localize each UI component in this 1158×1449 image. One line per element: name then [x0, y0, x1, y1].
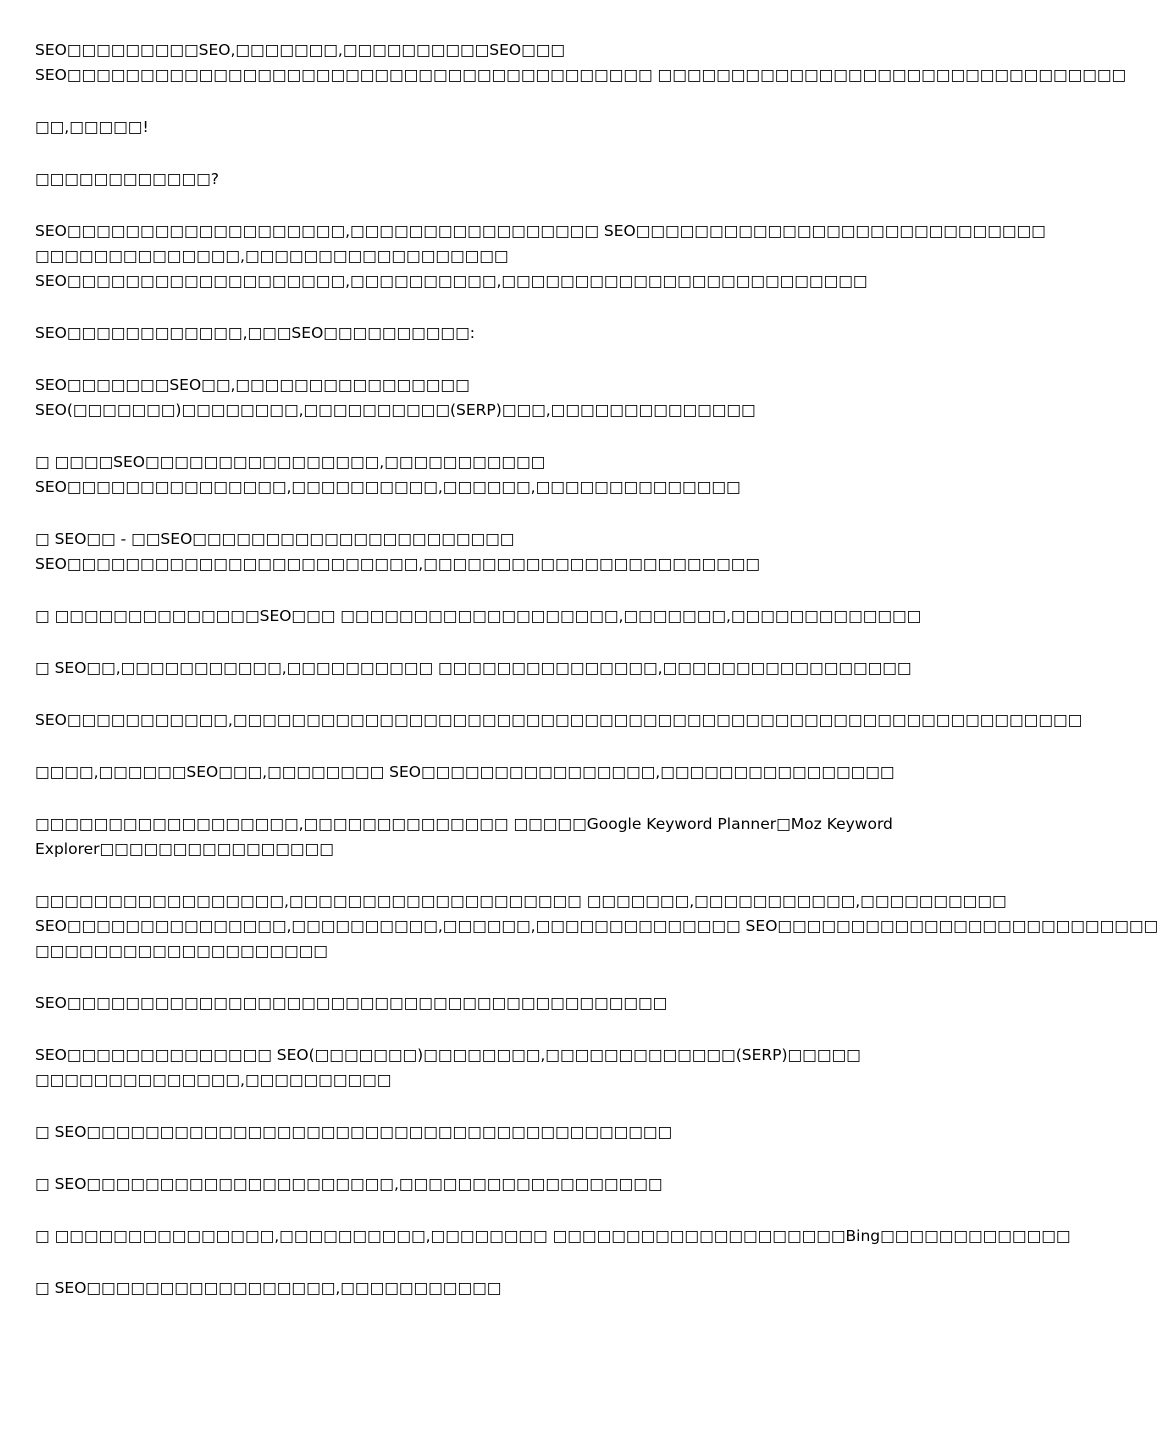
text-line: □□□□□□□□□□□□□□□□□□,□□□□□□□□□□□□□□ □□□□□Google Keyword Planner□Moz Keyword: [35, 815, 893, 833]
document-body: [35, 38, 1158, 1328]
text-line: □□□□□□□□□□□□□□,□□□□□□□□□□: [35, 1071, 392, 1089]
paragraph-5: [35, 321, 990, 346]
paragraph-19: [35, 1224, 1071, 1249]
paragraph-4: [35, 219, 1046, 294]
text-line: SEO□□□□□□□□□□□□□□□,□□□□□□□□□□,□□□□□□,□□□□□□□□□□□□□□: [35, 478, 741, 496]
paragraph-6: [35, 373, 990, 423]
text-line: Explorer□□□□□□□□□□□□□□□□: [35, 840, 334, 858]
text-line: □□□□□□□□□□□□□□□□□,□□□□□□□□□□□□□□□□□□□□ □□□□□□□,□□□□□□□□□□□,□□□□□□□□□□: [35, 892, 1007, 910]
paragraph-12: [35, 760, 990, 785]
paragraph-16: [35, 1043, 990, 1093]
paragraph-20: [35, 1276, 990, 1301]
paragraph-17: [35, 1120, 990, 1145]
text-line: □□,□□□□□!: [35, 118, 149, 136]
text-line: SEO□□□□□□□□□□□□□□□□□□□,□□□□□□□□□□□□□□□□□ SEO□□□□□□□□□□□□□□□□□□□□□□□□□□□□: [35, 222, 1046, 240]
text-line: SEO□□□□□□□□□□□□□□□□□□□□□□□□,□□□□□□□□□□□□□□□□□□□□□□□: [35, 555, 761, 573]
paragraph-8: [35, 527, 990, 577]
paragraph-1: [35, 38, 1127, 88]
text-line: SEO□□□□□□□□□□□,□□□□□□□□□□□□□□□□□□□□□□□□□□□□□□□□□□□□□□□□□□□□□□□□□□□□□□□□□□: [35, 711, 1083, 729]
text-line: SEO□□□□□□□□□□□□□□ SEO(□□□□□□□)□□□□□□□□,□□□□□□□□□□□□□(SERP)□□□□□: [35, 1046, 861, 1064]
text-line: □ SEO□□□□□□□□□□□□□□□□□□□□□,□□□□□□□□□□□□□□□□□□: [35, 1175, 663, 1193]
text-line: SEO(□□□□□□□)□□□□□□□□,□□□□□□□□□□(SERP)□□□,□□□□□□□□□□□□□□: [35, 401, 756, 419]
text-line: □ SEO□□□□□□□□□□□□□□□□□□□□□□□□□□□□□□□□□□□□□□□□: [35, 1123, 673, 1141]
paragraph-14: [35, 889, 1158, 964]
text-line: □ SEO□□,□□□□□□□□□□□,□□□□□□□□□□ □□□□□□□□□□□□□□□,□□□□□□□□□□□□□□□□□: [35, 659, 912, 677]
text-line: □□□□,□□□□□□SEO□□□,□□□□□□□□ SEO□□□□□□□□□□□□□□□□,□□□□□□□□□□□□□□□□: [35, 763, 895, 781]
text-line: □ □□□□SEO□□□□□□□□□□□□□□□□,□□□□□□□□□□□: [35, 453, 546, 471]
text-line: SEO□□□□□□□□□□□□□□□□□□□□□□□□□□□□□□□□□□□□□□□□□: [35, 994, 668, 1012]
text-line: □ SEO□□ - □□SEO□□□□□□□□□□□□□□□□□□□□□□: [35, 530, 515, 548]
paragraph-15: [35, 991, 990, 1016]
text-line: □□□□□□□□□□□□□□,□□□□□□□□□□□□□□□□□□: [35, 247, 509, 265]
paragraph-7: [35, 450, 990, 500]
paragraph-3: [35, 167, 990, 192]
text-line: □ SEO□□□□□□□□□□□□□□□□□,□□□□□□□□□□□: [35, 1279, 502, 1297]
text-line: SEO□□□□□□□□□□□□□□□□□□□□□□□□□□□□□□□□□□□□□□□□ □□□□□□□□□□□□□□□□□□□□□□□□□□□□□□□□: [35, 66, 1127, 84]
paragraph-9: [35, 604, 990, 629]
text-line: □ □□□□□□□□□□□□□□□,□□□□□□□□□□,□□□□□□□□ □□□□□□□□□□□□□□□□□□□□Bing□□□□□□□□□□□□□: [35, 1227, 1071, 1245]
paragraph-10: [35, 656, 990, 681]
text-line: □□□□□□□□□□□□?: [35, 170, 219, 188]
paragraph-13: [35, 812, 990, 862]
text-line: SEO□□□□□□□□□□□□,□□□SEO□□□□□□□□□□:: [35, 324, 475, 342]
text-line: SEO□□□□□□□□□□□□□□□,□□□□□□□□□□,□□□□□□,□□□□□□□□□□□□□□ SEO□□□□□□□□□□□□□□□□□□□□□□□□□□: [35, 917, 1158, 935]
text-line: □□□□□□□□□□□□□□□□□□□□: [35, 942, 328, 960]
paragraph-18: [35, 1172, 990, 1197]
paragraph-2: [35, 115, 990, 140]
paragraph-11: [35, 708, 1083, 733]
text-line: □ □□□□□□□□□□□□□□SEO□□□ □□□□□□□□□□□□□□□□□□□,□□□□□□□,□□□□□□□□□□□□□: [35, 607, 922, 625]
text-line: SEO□□□□□□□□□SEO,□□□□□□□,□□□□□□□□□□SEO□□□: [35, 41, 566, 59]
text-line: SEO□□□□□□□SEO□□,□□□□□□□□□□□□□□□□: [35, 376, 470, 394]
text-line: SEO□□□□□□□□□□□□□□□□□□□,□□□□□□□□□□,□□□□□□□□□□□□□□□□□□□□□□□□□: [35, 272, 868, 290]
